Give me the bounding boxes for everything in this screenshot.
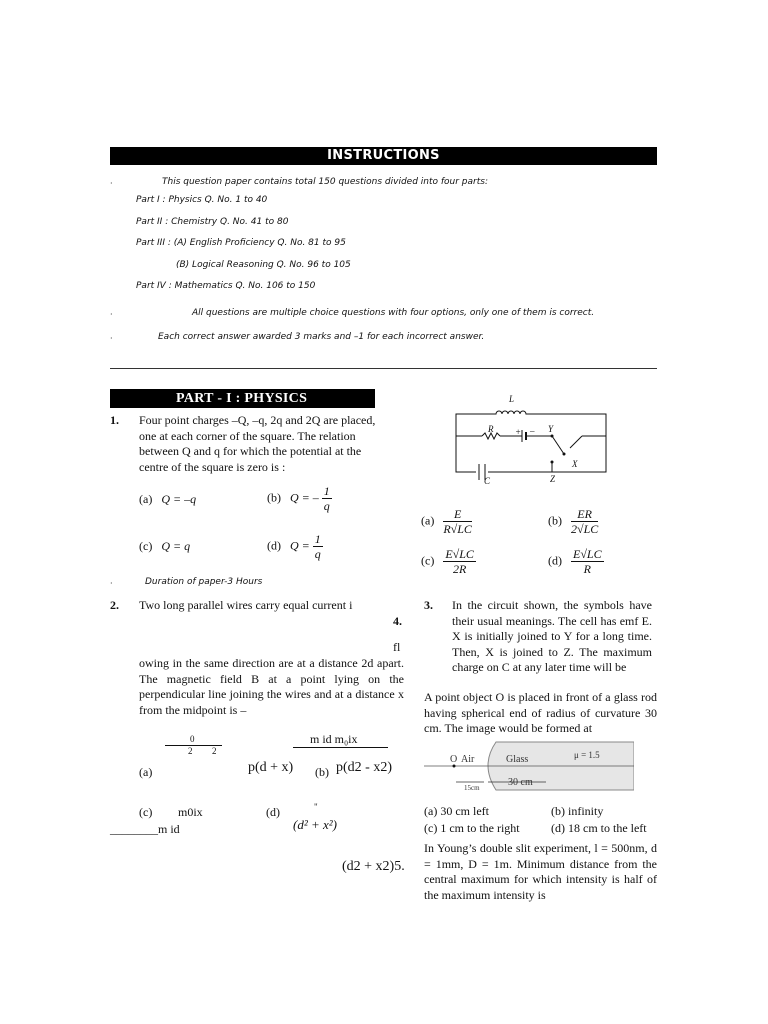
divider bbox=[110, 368, 657, 369]
fragment: 2 bbox=[212, 746, 217, 756]
part-4-line: Part IV : Mathematics Q. No. 106 to 150 bbox=[136, 281, 316, 291]
denominator: 2√LC bbox=[571, 522, 599, 536]
option-label: (a) bbox=[421, 513, 435, 528]
q2-number: 2. bbox=[110, 598, 119, 612]
q3-option-c[interactable] bbox=[421, 547, 476, 576]
q2-option-c-denominator: ________m id bbox=[110, 822, 180, 836]
instructions-title: INSTRUCTIONS bbox=[110, 147, 657, 165]
q4-option-a[interactable]: (a) 30 cm left bbox=[424, 804, 489, 818]
numerator: 1 bbox=[314, 532, 321, 546]
numerator: E√LC bbox=[445, 547, 474, 561]
numerator: 1 bbox=[323, 484, 330, 498]
label-air: Air bbox=[461, 754, 475, 765]
fragment: 2 bbox=[188, 746, 193, 756]
denominator: 2R bbox=[452, 562, 467, 576]
label-30cm: 30 cm bbox=[508, 777, 533, 788]
label-X: X bbox=[572, 459, 578, 469]
option-value: Q = q bbox=[161, 539, 191, 553]
q1-option-a[interactable] bbox=[139, 492, 196, 507]
glass-rod-figure bbox=[424, 738, 634, 794]
circuit-diagram bbox=[452, 392, 612, 486]
denominator: q bbox=[323, 499, 330, 513]
label-15cm: 15cm bbox=[464, 784, 480, 792]
q1-option-c[interactable] bbox=[139, 539, 190, 554]
part-1-line: Part I : Physics Q. No. 1 to 40 bbox=[136, 195, 268, 205]
q1-line: centre of the square is zero is : bbox=[139, 459, 286, 474]
q4-body: A point object O is placed in front of a glass rod having spherical end of radius of curvature 30 cm. The image would be formed at bbox=[424, 690, 657, 736]
label-R: R bbox=[488, 424, 494, 434]
fraction bbox=[313, 532, 323, 561]
q2-option-a-label[interactable]: (a) bbox=[139, 765, 153, 779]
q1-number: 1. bbox=[110, 413, 119, 427]
physics-part-title: PART - I : PHYSICS bbox=[110, 389, 375, 408]
label-Y: Y bbox=[548, 424, 554, 434]
q2-tail: (d2 + x2)5. bbox=[342, 859, 405, 874]
q2-option-d: (d² + x²) bbox=[293, 817, 337, 832]
q2-line1: Two long parallel wires carry equal current i bbox=[139, 598, 353, 612]
q3-option-b[interactable] bbox=[548, 507, 598, 536]
q3-option-a[interactable] bbox=[421, 507, 472, 536]
switch-arm bbox=[552, 436, 564, 454]
q1-option-b[interactable] bbox=[267, 484, 332, 513]
q3-number: 3. bbox=[424, 598, 433, 612]
option-value: Q = – bbox=[290, 490, 319, 505]
q2-option-a: p(d + x) bbox=[248, 760, 294, 775]
stray-text: 4. bbox=[393, 614, 402, 628]
q1-option-d[interactable] bbox=[267, 532, 323, 561]
fraction-bar bbox=[293, 747, 388, 748]
fraction bbox=[322, 484, 332, 513]
option-label: (b) bbox=[267, 490, 281, 505]
bullet: · bbox=[110, 310, 113, 319]
fraction bbox=[571, 507, 598, 536]
q3-option-d[interactable] bbox=[548, 547, 604, 576]
fraction bbox=[443, 547, 476, 576]
instructions-intro: This question paper contains total 150 questions divided into four parts: bbox=[162, 177, 488, 187]
bullet: · bbox=[110, 179, 113, 188]
option-value: Q = –q bbox=[161, 492, 197, 506]
q2-body: owing in the same direction are at a distance 2d apart. The magnetic field B at a point lying on the perpendicular line joining the wires and at a distance x from the midpoint is – bbox=[139, 656, 404, 717]
denominator: R bbox=[583, 562, 591, 576]
denominator: R√LC bbox=[443, 522, 472, 536]
q1-line: between Q and q for which the potential at the bbox=[139, 444, 362, 459]
label-L: L bbox=[509, 394, 515, 404]
q1-line: one at each corner of the square. The relation bbox=[139, 428, 356, 443]
label-Z: Z bbox=[550, 474, 556, 484]
label-mu: μ = 1.5 bbox=[574, 750, 600, 760]
q2-option-c-label[interactable]: (c) bbox=[139, 805, 153, 819]
q2-option-b: p(d2 - x2) bbox=[336, 760, 392, 775]
numerator: E√LC bbox=[573, 547, 602, 561]
option-label: (c) bbox=[139, 539, 153, 553]
q4-option-c[interactable]: (c) 1 cm to the right bbox=[424, 821, 520, 835]
label-glass: Glass bbox=[506, 754, 529, 765]
option-label: (a) bbox=[139, 492, 153, 506]
marking-note: Each correct answer awarded 3 marks and –1 for each incorrect answer. bbox=[158, 332, 485, 342]
fragment: m id m₀ix bbox=[310, 732, 358, 746]
q1-line: Four point charges –Q, –q, 2q and 2Q are placed, bbox=[139, 413, 376, 427]
q4-option-b[interactable]: (b) infinity bbox=[551, 804, 604, 818]
q2-option-c: m0ix bbox=[178, 805, 203, 819]
fraction bbox=[571, 547, 604, 576]
bullet: · bbox=[110, 579, 113, 588]
fragment: " bbox=[314, 802, 318, 812]
q5-body: In Young’s double slit experiment, l = 500nm, d = 1mm, D = 1m. Minimum distance from the central maximum for which intensity is half of the maximum intensity is bbox=[424, 841, 657, 902]
numerator: E bbox=[443, 507, 472, 522]
q2-option-b-label[interactable]: (b) bbox=[315, 765, 329, 779]
label-plus: + bbox=[515, 427, 522, 437]
label-C: C bbox=[484, 476, 491, 486]
bullet: · bbox=[110, 334, 113, 343]
option-label: (b) bbox=[548, 513, 562, 528]
part-3b-line: (B) Logical Reasoning Q. No. 96 to 105 bbox=[176, 260, 351, 270]
q2-option-d-label[interactable]: (d) bbox=[266, 805, 280, 819]
option-label: (d) bbox=[548, 553, 562, 568]
mcq-note: All questions are multiple choice questions with four options, only one of them is correct. bbox=[192, 308, 595, 318]
label-minus: – bbox=[530, 426, 535, 436]
duration-note: Duration of paper-3 Hours bbox=[145, 577, 263, 587]
stray-text: fl bbox=[393, 640, 401, 654]
option-label: (d) bbox=[267, 538, 281, 553]
fraction bbox=[443, 507, 472, 536]
q1-text bbox=[139, 413, 384, 475]
q4-option-d[interactable]: (d) 18 cm to the left bbox=[551, 821, 647, 835]
part-2-line: Part II : Chemistry Q. No. 41 to 80 bbox=[136, 217, 289, 227]
denominator: q bbox=[314, 547, 321, 561]
fragment: 0 bbox=[190, 734, 195, 744]
numerator: ER bbox=[571, 507, 598, 522]
q3-body: In the circuit shown, the symbols have their usual meanings. The cell has emf E. X is initially joined to Y for a long time. Then, X is joined to Z. The maximum charge on C at any later time will be bbox=[452, 598, 652, 675]
part-3a-line: Part III : (A) English Proficiency Q. No. 81 to 95 bbox=[136, 238, 346, 248]
label-O: O bbox=[450, 754, 458, 765]
option-label: (c) bbox=[421, 553, 435, 568]
option-value: Q = bbox=[290, 538, 310, 553]
